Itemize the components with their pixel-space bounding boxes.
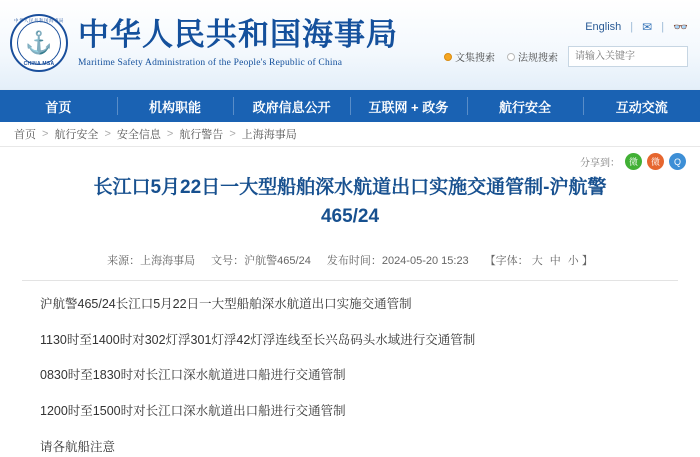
site-title-cn: 中华人民共和国海事局 (78, 17, 398, 52)
site-title-block (78, 18, 398, 68)
article-paragraph-2: 0830时至1830时对长江口深水航道进口船进行交通管制 (40, 368, 346, 383)
page-title: 长江口5月22日一大型船舶深水航道出口实施交通管制-沪航警465/24 (93, 177, 607, 228)
search-scope-label-0: 文集搜索 (455, 53, 495, 64)
fontsize-close: 】 (581, 254, 593, 267)
nav-item-interaction[interactable]: 互动交流 (583, 90, 700, 122)
article-paragraph-4: 请各航船注意 (40, 439, 116, 454)
fontsize-large[interactable]: 大 (531, 254, 543, 267)
nav-item-navigation-safety[interactable]: 航行安全 (467, 90, 584, 122)
share-box (580, 153, 686, 170)
fontsize-label: 【字体： (484, 254, 529, 267)
link-divider: | (630, 21, 634, 33)
wechat-share-icon[interactable]: 微 (625, 153, 642, 170)
logo-circle (10, 14, 68, 72)
site-logo[interactable] (10, 14, 70, 74)
nav-item-home[interactable]: 首页 (45, 99, 72, 115)
link-divider-2: | (661, 21, 665, 33)
fontsize-medium[interactable]: 中 (549, 254, 561, 267)
search-scope-option-0[interactable] (444, 49, 495, 64)
search-scope-option-1[interactable] (507, 49, 558, 64)
meta-publish-value: 2024-05-20 15:23 (381, 254, 469, 267)
radio-dot-icon-2[interactable] (507, 53, 515, 61)
nav-item-functions[interactable]: 机构职能 (117, 90, 234, 122)
meta-source-value: 上海海事局 (140, 254, 196, 267)
search-input[interactable] (568, 46, 688, 67)
breadcrumb-separator: > (42, 128, 49, 140)
site-header (0, 0, 700, 90)
sina-weibo-share-icon[interactable]: 微 (647, 153, 664, 170)
article-container (0, 147, 700, 457)
glasses-icon[interactable]: 👓 (673, 20, 688, 34)
breadcrumb-separator: > (166, 128, 174, 140)
breadcrumb-item-4[interactable]: 上海海事局 (241, 129, 297, 141)
article-paragraph-3: 1200时至1500时对长江口深水航道出口船进行交通管制 (40, 404, 346, 419)
breadcrumb (0, 122, 700, 147)
article-paragraph-1: 1130时至1400时对302灯浮301灯浮42灯浮连线至长兴岛码头水域进行交通管制 (40, 332, 476, 347)
logo-bottom-text: CHINA MSA (23, 61, 55, 67)
breadcrumb-item-0[interactable]: 首页 (14, 129, 36, 141)
qq-share-icon[interactable]: Q (669, 153, 686, 170)
header-links (444, 20, 688, 34)
article-meta (18, 252, 682, 268)
breadcrumb-separator: > (104, 128, 111, 140)
main-nav (0, 90, 700, 122)
logo-inner-ring (17, 21, 61, 65)
breadcrumb-item-2[interactable]: 安全信息 (116, 129, 161, 141)
english-link[interactable]: English (585, 21, 622, 33)
article-paragraph-0: 沪航警465/24长江口5月22日一大型船舶深水航道出口实施交通管制 (40, 296, 412, 311)
meta-publish (327, 252, 469, 268)
nav-item-internet-gov[interactable]: 互联网 + 政务 (350, 90, 467, 122)
article-body (18, 281, 682, 457)
meta-publish-label: 发布时间： (326, 254, 382, 267)
fontsize-control (485, 252, 593, 268)
header-search-row (444, 46, 688, 67)
radio-dot-icon[interactable] (444, 53, 452, 61)
mail-icon[interactable]: ✉ (642, 20, 653, 34)
breadcrumb-item-3[interactable]: 航行警告 (179, 129, 224, 141)
anchor-icon: ⚓ (25, 30, 53, 55)
header-utility-area (444, 20, 688, 67)
search-scope-group (444, 49, 558, 64)
site-title-en: Maritime Safety Administration of the People's Republic of China (78, 58, 343, 69)
share-label: 分享到： (580, 158, 620, 169)
breadcrumb-separator: > (229, 128, 236, 140)
nav-item-gov-info[interactable]: 政府信息公开 (233, 90, 350, 122)
meta-source (107, 252, 195, 268)
breadcrumb-item-1[interactable]: 航行安全 (54, 129, 99, 141)
meta-docnum-value: 沪航警465/24 (244, 254, 311, 267)
meta-docnum (211, 252, 311, 268)
logo-top-text: 中华人民共和国海事局 (14, 18, 64, 23)
search-scope-label-1: 法规搜索 (518, 53, 558, 64)
meta-docnum-label: 文号： (211, 254, 245, 267)
meta-source-label: 来源： (107, 254, 141, 267)
fontsize-small[interactable]: 小 (567, 254, 579, 267)
